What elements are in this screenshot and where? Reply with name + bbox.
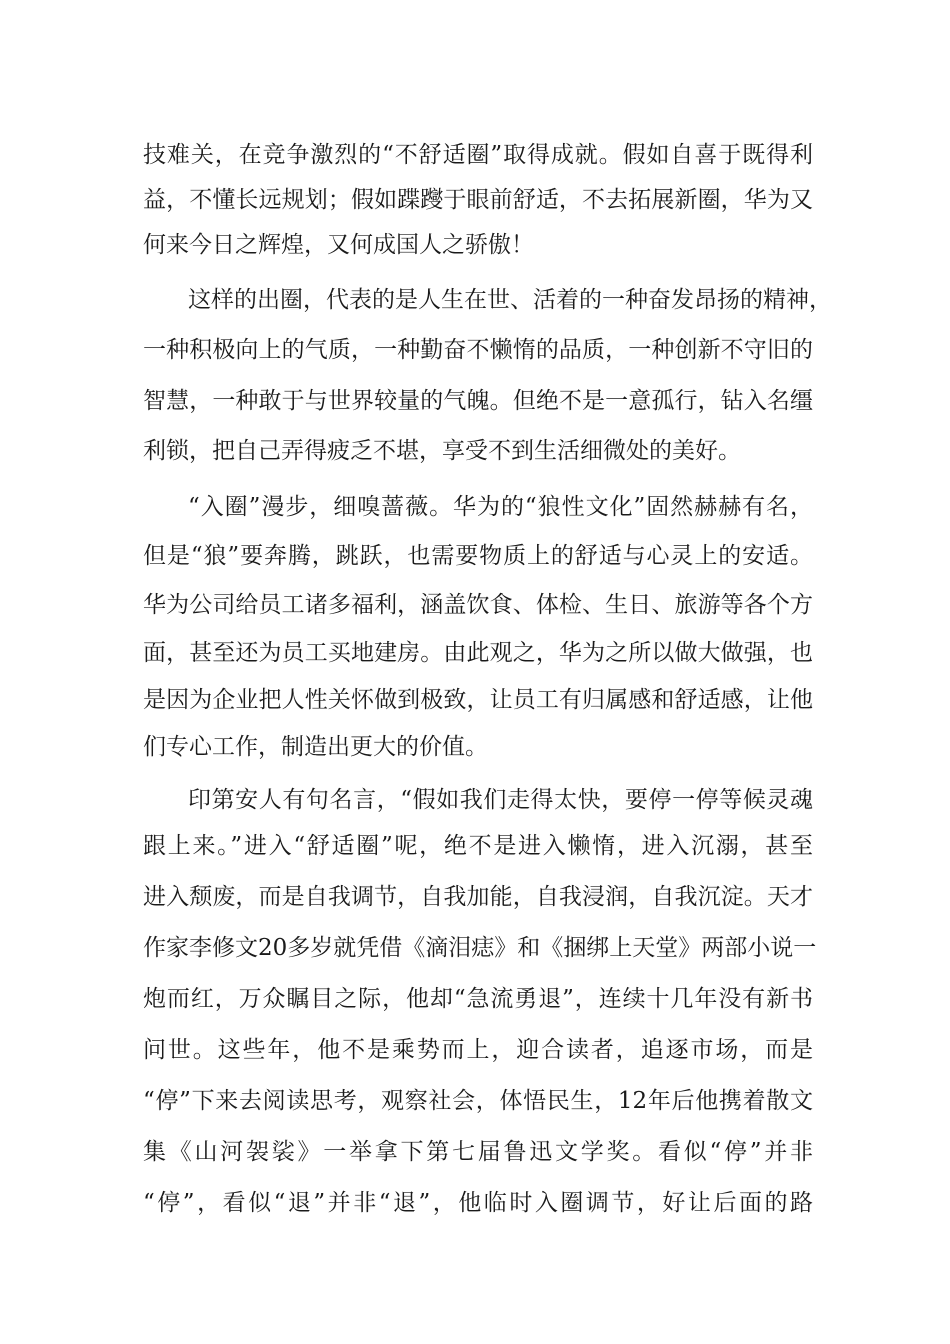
text-line: 益，不懂长远规划；假如蹀躞于眼前舒适，不去拓展新圈，华为又	[143, 187, 813, 213]
text-line: 智慧，一种敢于与世界较量的气魄。但绝不是一意孤行，钻入名缰	[143, 388, 813, 414]
text-line: 进入颓废，而是自我调节，自我加能，自我浸润，自我沉淀。天才	[143, 884, 813, 910]
text-line: 技难关，在竞争激烈的“不舒适圈”取得成就。假如自喜于既得利	[143, 142, 813, 168]
text-line: 们专心工作，制造出更大的价值。	[143, 734, 488, 760]
text-line: “停”，看似“退”并非“退”，他临时入圈调节，好让后面的路	[143, 1190, 813, 1216]
text-line: 作家李修文20多岁就凭借《滴泪痣》和《捆绑上天堂》两部小说一	[143, 935, 817, 961]
text-line: 这样的出圈，代表的是人生在世、活着的一种奋发昂扬的精神，	[188, 287, 832, 313]
text-line: 一种积极向上的气质，一种勤奋不懒惰的品质，一种创新不守旧的	[143, 337, 813, 363]
text-line: 华为公司给员工诸多福利，涵盖饮食、体检、生日、旅游等各个方	[143, 592, 813, 618]
text-line: 何来今日之辉煌，又何成国人之骄傲！	[143, 232, 534, 258]
text-line: 集《山河袈裟》一举拿下第七届鲁迅文学奖。看似“停”并非	[143, 1139, 813, 1165]
text-line: “停”下来去阅读思考，观察社会，体悟民生，12年后他携着散文	[143, 1088, 813, 1114]
text-line: 印第安人有句名言，“假如我们走得太快，要停一停等候灵魂	[188, 787, 813, 813]
text-line: 利锁，把自己弄得疲乏不堪，享受不到生活细微处的美好。	[143, 438, 741, 464]
text-line: 是因为企业把人性关怀做到极致，让员工有归属感和舒适感，让他	[143, 687, 813, 713]
text-line: 炮而红，万众瞩目之际，他却“急流勇退”，连续十几年没有新书	[143, 986, 813, 1012]
text-line: 跟上来。”进入“舒适圈”呢，绝不是进入懒惰，进入沉溺，甚至	[143, 833, 813, 859]
text-line: 问世。这些年，他不是乘势而上，迎合读者，追逐市场，而是	[143, 1037, 813, 1063]
text-line: 但是“狼”要奔腾，跳跃，也需要物质上的舒适与心灵上的安适。	[143, 543, 813, 569]
text-line: “入圈”漫步，细嗅蔷薇。华为的“狼性文化”固然赫赫有名，	[188, 494, 813, 520]
text-line: 面，甚至还为员工买地建房。由此观之，华为之所以做大做强，也	[143, 640, 813, 666]
